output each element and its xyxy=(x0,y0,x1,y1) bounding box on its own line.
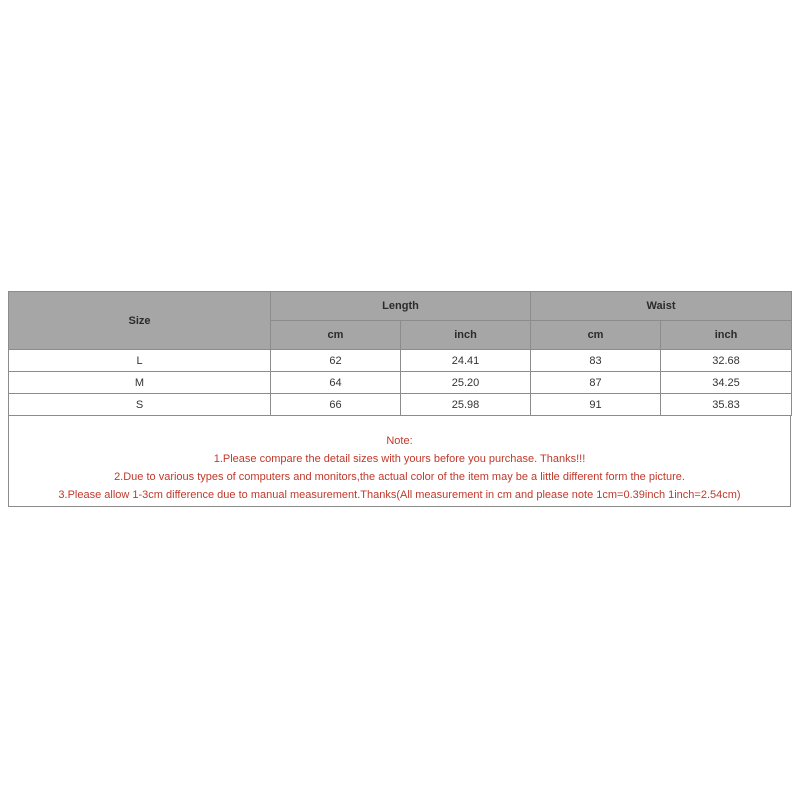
length-cm-cell: 62 xyxy=(271,350,401,372)
waist-inch-header: inch xyxy=(661,321,792,350)
length-cm-cell: 66 xyxy=(271,394,401,416)
waist-inch-cell: 35.83 xyxy=(661,394,792,416)
table-row xyxy=(9,394,792,416)
waist-cm-header: cm xyxy=(531,321,661,350)
size-cell: L xyxy=(9,350,271,372)
header-row-primary xyxy=(9,292,792,321)
length-cm-cell: 64 xyxy=(271,372,401,394)
waist-cm-cell: 83 xyxy=(531,350,661,372)
length-inch-cell: 25.20 xyxy=(401,372,531,394)
note-line-3: 3.Please allow 1-3cm difference due to manual measurement.Thanks(All measurement in cm and please note 1cm=0.39inch 1inch=2.54cm) xyxy=(58,489,741,501)
length-inch-header: inch xyxy=(401,321,531,350)
length-cm-header: cm xyxy=(271,321,401,350)
waist-inch-cell: 32.68 xyxy=(661,350,792,372)
size-chart xyxy=(8,291,791,507)
notes-title: Note: xyxy=(386,435,413,447)
note-line-1: 1.Please compare the detail sizes with yours before you purchase. Thanks!!! xyxy=(213,453,586,465)
waist-cm-cell: 87 xyxy=(531,372,661,394)
waist-header: Waist xyxy=(531,292,792,321)
length-inch-cell: 24.41 xyxy=(401,350,531,372)
size-cell: M xyxy=(9,372,271,394)
note-line-2: 2.Due to various types of computers and monitors,the actual color of the item may be a little different form the picture. xyxy=(114,471,685,483)
size-table xyxy=(8,291,792,416)
length-inch-cell: 25.98 xyxy=(401,394,531,416)
size-cell: S xyxy=(9,394,271,416)
waist-cm-cell: 91 xyxy=(531,394,661,416)
notes-box xyxy=(8,416,791,507)
table-row xyxy=(9,372,792,394)
table-row xyxy=(9,350,792,372)
size-header: Size xyxy=(9,292,271,350)
length-header: Length xyxy=(271,292,531,321)
waist-inch-cell: 34.25 xyxy=(661,372,792,394)
